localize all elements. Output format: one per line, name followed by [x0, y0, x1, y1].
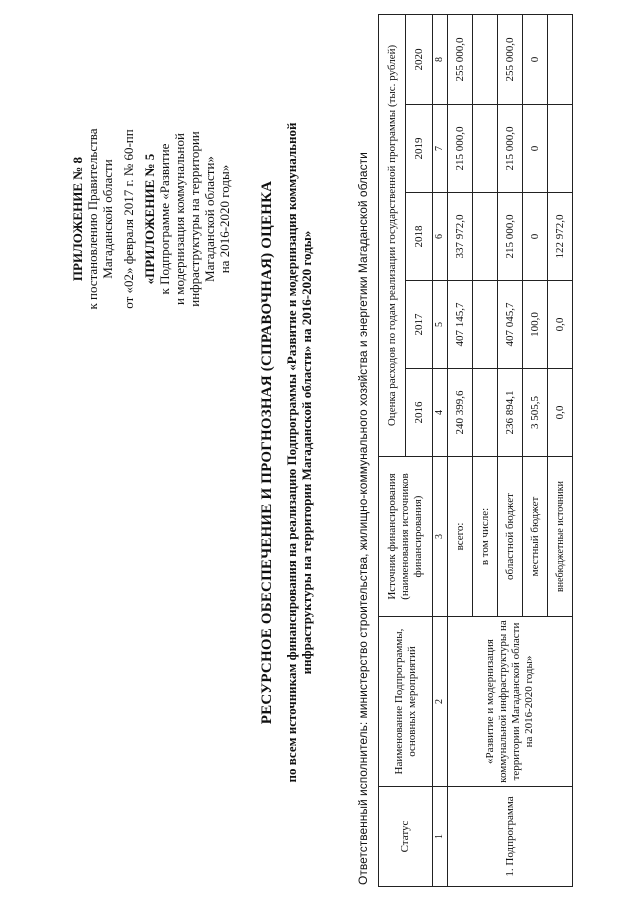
- value-cell: [473, 369, 498, 457]
- value-cell: 0: [523, 193, 548, 281]
- value-cell: 0,0: [548, 369, 573, 457]
- value-cell: 100,0: [523, 281, 548, 369]
- value-cell: [548, 15, 573, 105]
- column-number: 5: [433, 281, 448, 369]
- value-cell: 3 505,5: [523, 369, 548, 457]
- appendix-sub-title: «ПРИЛОЖЕНИЕ № 5: [142, 153, 157, 285]
- value-cell: 255 000,0: [498, 15, 523, 105]
- document-title: РЕСУРСНОЕ ОБЕСПЕЧЕНИЕ И ПРОГНОЗНАЯ (СПРАВОЧНАЯ) ОЦЕНКА: [259, 180, 275, 725]
- resource-table: [378, 14, 573, 887]
- value-cell: [473, 105, 498, 193]
- column-number: 7: [433, 105, 448, 193]
- value-cell: [473, 15, 498, 105]
- value-cell: 0: [523, 15, 548, 105]
- appendix-sub-line: и модернизация коммунальной: [172, 133, 187, 305]
- source-cell: областной бюджет: [498, 457, 523, 617]
- appendix-sub-line: Магаданской области»: [202, 156, 217, 282]
- value-cell: 407 145,7: [448, 281, 473, 369]
- source-cell: всего:: [448, 457, 473, 617]
- document-subtitle: по всем источникам финансирования на реализацию Подпрограммы «Развитие и модернизация коммунальной инфраструктуры на территории Магаданской области» на 2016-2020 годы»: [284, 122, 314, 783]
- appendix-line: Магаданской области: [100, 159, 115, 279]
- header-estimate: Оценка расходов по годам реализации государственной программы (тыс. рублей): [379, 15, 406, 457]
- appendix-block: [70, 69, 232, 369]
- value-cell: 0: [523, 105, 548, 193]
- value-cell: 240 399,6: [448, 369, 473, 457]
- header-year: 2018: [406, 193, 433, 281]
- header-year: 2017: [406, 281, 433, 369]
- column-number: 8: [433, 15, 448, 105]
- responsible-executor: Ответственный исполнитель: министерство строительства, жилищно-коммунального хозяйства и энергетики Магаданской области: [356, 152, 370, 885]
- appendix-sub-line: на 2016-2020 годы»: [217, 164, 232, 274]
- appendix-date: от «02» февраля 2017 г. № 60-пп: [121, 129, 136, 309]
- column-number: 6: [433, 193, 448, 281]
- value-cell: 337 972,0: [448, 193, 473, 281]
- column-number: 4: [433, 369, 448, 457]
- value-cell: 407 045,7: [498, 281, 523, 369]
- appendix-line: к постановлению Правительства: [85, 128, 100, 310]
- table-row: [448, 15, 473, 887]
- document-heading: [258, 60, 314, 845]
- header-year: 2016: [406, 369, 433, 457]
- source-cell: местный бюджет: [523, 457, 548, 617]
- header-status: Статус: [379, 787, 433, 887]
- column-number: 1: [433, 787, 448, 887]
- source-cell: внебюджетные источники: [548, 457, 573, 617]
- header-year: 2020: [406, 15, 433, 105]
- value-cell: 236 894,1: [498, 369, 523, 457]
- status-cell: 1. Подпрограмма: [448, 787, 573, 887]
- header-name: Наименование Подпрограммы, основных мероприятий: [379, 617, 433, 787]
- value-cell: [548, 105, 573, 193]
- program-name-cell: «Развитие и модернизация коммунальной инфраструктуры на территории Магаданской области на 2016-2020 годы»: [448, 617, 573, 787]
- value-cell: 255 000,0: [448, 15, 473, 105]
- header-year: 2019: [406, 105, 433, 193]
- column-number: 2: [433, 617, 448, 787]
- value-cell: 215 000,0: [448, 105, 473, 193]
- value-cell: [473, 281, 498, 369]
- value-cell: 122 972,0: [548, 193, 573, 281]
- appendix-sub-line: инфраструктуры на территории: [187, 131, 202, 307]
- appendix-title: ПРИЛОЖЕНИЕ № 8: [70, 156, 85, 282]
- value-cell: [473, 193, 498, 281]
- appendix-sub-line: к Подпрограмме «Развитие: [157, 143, 172, 295]
- header-source: Источник финансирования (наименования источников финансирования): [379, 457, 433, 617]
- source-cell: в том числе:: [473, 457, 498, 617]
- value-cell: 215 000,0: [498, 193, 523, 281]
- value-cell: 0,0: [548, 281, 573, 369]
- value-cell: 215 000,0: [498, 105, 523, 193]
- column-number: 3: [433, 457, 448, 617]
